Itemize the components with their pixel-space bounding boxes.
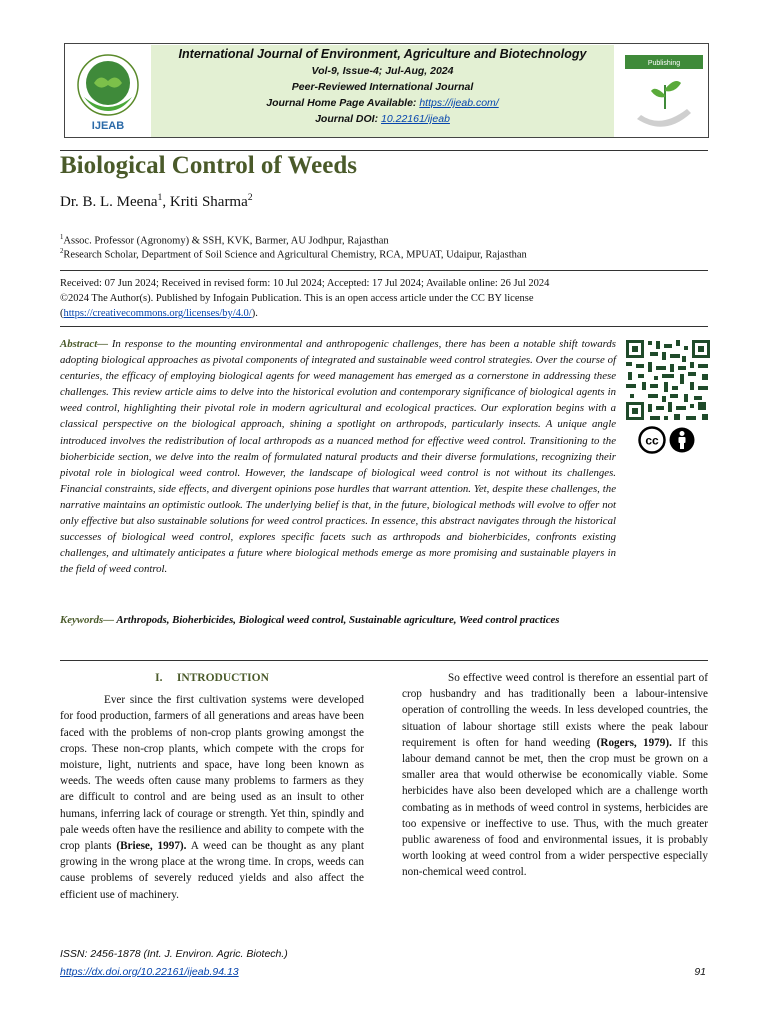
right-column: [402, 670, 708, 881]
left-column: [60, 670, 364, 903]
article-dates: Received: 07 Jun 2024; Received in revised form: 10 Jul 2024; Accepted: 17 Jul 2024; Available online: 26 Jul 2024: [60, 278, 550, 289]
keywords-text: Arthropods, Bioherbicides, Biological weed control, Sustainable agriculture, Weed control practices: [116, 614, 560, 626]
cc-by-icons: [638, 426, 698, 454]
page-number: 91: [694, 966, 706, 978]
homepage-line: Journal Home Page Available: https://ijeab.com/: [266, 97, 499, 109]
author-2: Kriti Sharma: [169, 194, 248, 210]
publisher-logo: [621, 45, 707, 137]
journal-header: [64, 43, 709, 138]
journal-title: International Journal of Environment, Agriculture and Biotechnology: [178, 47, 587, 61]
footer-issn: ISSN: 2456-1878 (Int. J. Environ. Agric. Biotech.): [60, 948, 288, 960]
abstract-text: In response to the mounting environmental and anthropogenic challenges, there has been a notable shift towards adopting biological approaches as pivotal components of integrated and sustainable weed control strategies. Over the course of centuries, the efficacy of employing biological agents for weed management has emerged as a cornerstone in addressing these challenges. This review article aims to delve into the historical evolution and contemporary significance of biological agents in weed control, highlighting their pivotal role in modern agricultural and ecological practices. Our exploration begins with a classical perspective on the biological approach, shining a spotlight on arthropods, particularly insects. A unique angle introduced involves the redistribution of local arthropods as a nuanced method for effective weed control. Transitioning to the bioherbicide section, we delve into the realm of formulated natural products and their diverse formulations, recognizing their pivotal role in biological weed control. However, the landscape of biological weed control is not without its challenges. Financial constraints, side effects, and divergent opinions pose hurdles that warrant attention. Yet, despite these challenges, the narrative maintains an optimistic outlook. The underlying belief is that, in the future, biological methods will evolve to offer not only effective but also sustainable solutions for weed control practices. In essence, this abstract navigates through the historical successes of biological weed control, explores specific facets such as arthropods and bioherbicides, confronts existing challenges, and ultimately anticipates a future where biological methods emerge as more promising and sustainable players in the field of weed control.: [60, 338, 616, 576]
homepage-link[interactable]: https://ijeab.com/: [419, 97, 499, 109]
qr-code-icon[interactable]: [624, 338, 712, 422]
abstract: Abstract— In response to the mounting environmental and anthropogenic challenges, there has been a notable shift towards adopting biological approaches as pivotal components of integrated and sustainable weed control strategies. Over the course of centuries, the efficacy of employing biological agents for weed management has emerged as a cornerstone in addressing these challenges. This review article aims to delve into the historical evolution and contemporary significance of biological agents in weed control, highlighting their pivotal role in modern agricultural and ecological practices. Our exploration begins with a classical perspective on the biological approach, shining a spotlight on arthropods, particularly insects. A unique angle introduced involves the redistribution of local arthropods as a nuanced method for effective weed control. Transitioning to the bioherbicide section, we delve into the realm of formulated natural products and their diverse formulations, recognizing their pivotal role in biological weed control. However, the landscape of biological weed control is not without its challenges. Financial constraints, side effects, and divergent opinions pose hurdles that warrant attention. Yet, despite these challenges, the narrative maintains an optimistic outlook. The underlying belief is that, in the future, biological methods will evolve to offer not only effective but also sustainable solutions for weed control practices. In essence, this abstract navigates through the historical successes of biological weed control, explores specific facets such as arthropods and bioherbicides, confronts existing challenges, and ultimately anticipates a future where biological methods emerge as more promising and sustainable players in the field of weed control.: [60, 338, 616, 576]
affiliation-2: $^2$Research Scholar, Department of Soil Science and Agricultural Chemistry, RCA, MPUAT, Udaipur, Rajasthan: [60, 248, 527, 261]
section-heading: I. INTRODUCTION: [155, 672, 269, 684]
affiliation-1: $^1$Assoc. Professor (Agronomy) & SSH, KVK, Barmer, AU Jodhpur, Rajasthan: [60, 234, 389, 247]
ijeab-logo: [66, 45, 150, 137]
journal-doi-link[interactable]: 10.22161/ijeab: [381, 113, 450, 125]
journal-info: [151, 45, 614, 137]
keywords: Keywords— Arthropods, Bioherbicides, Biological weed control, Sustainable agriculture, Weed control practices: [60, 614, 560, 626]
person-icon: [670, 428, 695, 453]
meta-divider-bottom: [60, 326, 708, 327]
copyright-line: ©2024 The Author(s). Published by Infogain Publication. This is an open access article under the CC BY license: [60, 293, 534, 304]
svg-text:IJEAB: IJEAB: [91, 120, 125, 132]
intro-paragraph-1: Ever since the first cultivation systems were developed for food production, farmers of all generations and areas have been faced with the problems of non-crop plants growing amongst the crops. These non-crop plants, which compete with the crops for moisture, light, nutrients and space, have long been known as weeds. The weeds often cause many problems to farmers as they are difficult to control and are being used as an insult to other humans, inferring lack of courage or strength. Yet thin, spindly and pale weeds often have the resilience and ability to compete with the crop plants (Briese, 1997). A weed can be thought as any plant growing in the wrong place at the wrong time. In crops, weeds can cause problems of severely reduced yields and also affect the efficient use of machinery.: [60, 694, 364, 901]
license-line: (https://creativecommons.org/licenses/by/4.0/).: [60, 308, 258, 319]
peer-reviewed-label: Peer-Reviewed International Journal: [291, 81, 474, 93]
license-link[interactable]: https://creativecommons.org/licenses/by/4.0/: [63, 308, 252, 319]
article-doi-link[interactable]: https://dx.doi.org/10.22161/ijeab.94.13: [60, 966, 239, 978]
abstract-label: Abstract: [60, 338, 98, 350]
body-divider: [60, 660, 708, 661]
cc-by-badge[interactable]: [638, 426, 698, 454]
svg-text:cc: cc: [645, 433, 659, 448]
article-meta: [60, 276, 710, 321]
doi-line: Journal DOI: 10.22161/ijeab: [315, 113, 450, 125]
keywords-label: Keywords: [60, 614, 104, 626]
svg-text:Publishing: Publishing: [647, 60, 681, 67]
article-title: Biological Control of Weeds: [60, 152, 357, 179]
journal-volume: Vol-9, Issue-4; Jul-Aug, 2024: [311, 65, 454, 77]
citation-briese: (Briese, 1997).: [116, 840, 187, 853]
citation-rogers: (Rogers, 1979).: [596, 736, 672, 749]
intro-paragraph-2: So effective weed control is therefore an essential part of crop husbandry and has traditionally been a labour-intensive operation of controlling the weeds. In less developed countries, the situation of labour shortage still exists where the peak labour requirement is often for hand weeding (Rogers, 1979). If this labour demand cannot be met, then the crop must be grown on a smaller area that would otherwise be economically viable. Some herbicides have also been developed which are a challenge worth combating as in methods of weed control in systems, herbicides are too expensive or ineffective to use. Thus, with the much greater public awareness of food and environmental issues, it is probably worth looking at weed control from a wider perspective especially non-chemical weed control.: [402, 672, 708, 879]
author-list: Dr. B. L. Meena$^1$, Kriti Sharma$^2$: [60, 192, 253, 210]
cc-icon: [640, 428, 665, 453]
header-divider: [60, 150, 708, 151]
meta-divider-top: [60, 270, 708, 271]
author-1: Dr. B. L. Meena: [60, 194, 158, 210]
footer-doi: [60, 966, 239, 978]
